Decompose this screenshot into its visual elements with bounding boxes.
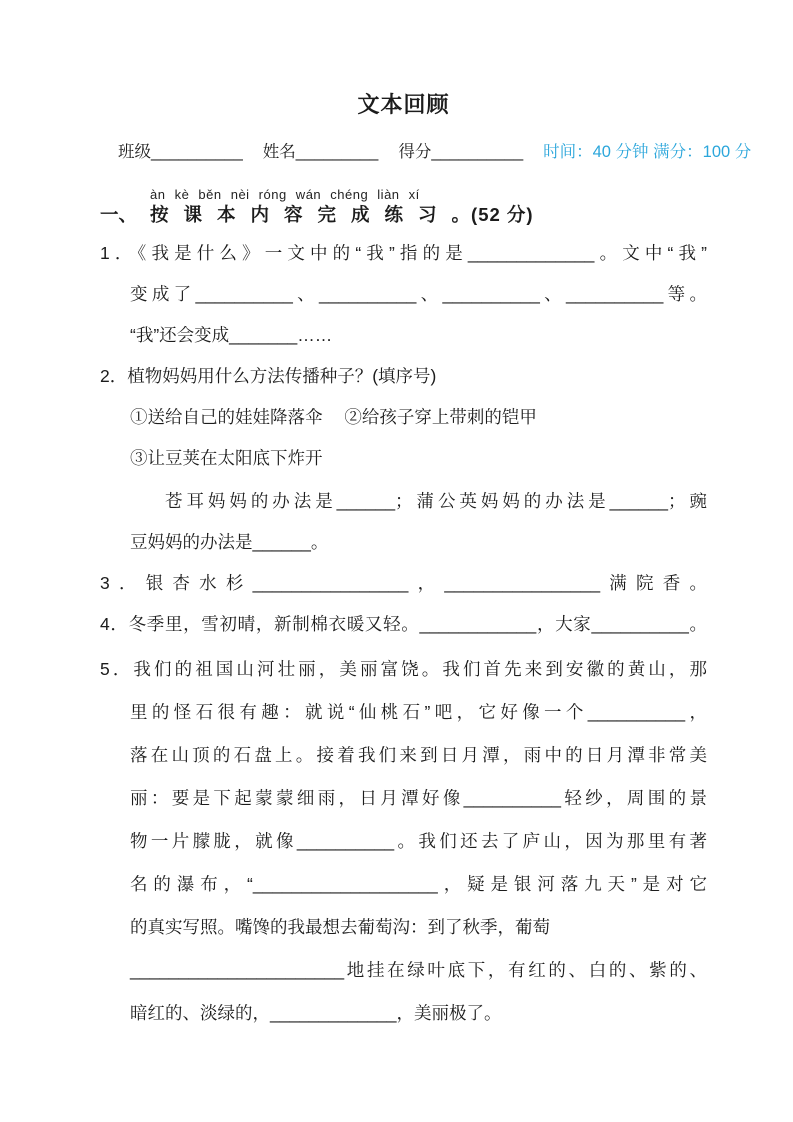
question-1	[100, 233, 707, 356]
question-5-line-8: ______________________地挂在绿叶底下，有红的、白的、紫的、	[130, 960, 707, 980]
question-2-answers	[100, 481, 707, 563]
page-title: 文本回顾	[357, 92, 450, 117]
question-5-line-1: 5．我们的祖国山河壮丽，美丽富饶。我们首先来到安徽的黄山，那	[100, 659, 707, 679]
question-1-line-2: 变成了__________、__________、__________、__________等。	[130, 284, 707, 304]
section-pinyin: àn kè běn nèi róng wán chéng liàn xí	[150, 187, 420, 202]
page-content	[100, 90, 752, 1035]
question-3-line: 3．银杏水杉________________，________________满院香。	[100, 573, 707, 593]
question-5	[100, 648, 707, 1035]
section-score: 。(52 分)	[451, 204, 534, 225]
question-2-answer-line-1: 苍耳妈妈的办法是______；蒲公英妈妈的办法是______；豌	[165, 491, 707, 511]
question-1-line-1: 1．《我是什么》一文中的“我”指的是_____________。文中“我”	[100, 243, 707, 263]
question-2-prompt: 2．植物妈妈用什么方法传播种子？(填序号)	[100, 366, 437, 386]
section-number: 一、	[100, 204, 138, 225]
class-field: 班级__________	[118, 143, 243, 161]
question-5-line-2: 里的怪石很有趣：就说“仙桃石”吧，它好像一个__________，	[130, 702, 707, 722]
question-5-line-7: 的真实写照。嘴馋的我最想去葡萄沟：到了秋季，葡萄	[130, 917, 550, 937]
question-4-line: 4．冬季里，雪初晴，新制棉衣暖又轻。____________，大家__________。	[100, 614, 707, 634]
question-5-line-5: 物一片朦胧，就像__________。我们还去了庐山，因为那里有著	[130, 831, 707, 851]
question-5-line-3: 落在山顶的石盘上。接着我们来到日月潭，雨中的日月潭非常美	[130, 745, 707, 765]
name-field: 姓名_________	[262, 143, 379, 161]
question-2-option-1-2: ①送给自己的娃娃降落伞 ②给孩子穿上带刺的铠甲	[130, 407, 537, 427]
question-5-line-4: 丽：要是下起蒙蒙细雨，日月潭好像__________轻纱，周围的景	[130, 788, 707, 808]
question-1-line-3: “我”还会变成_______……	[130, 325, 333, 345]
section-one-heading	[100, 203, 707, 227]
score-field: 得分__________	[398, 143, 524, 161]
student-info-row	[118, 142, 752, 163]
section-heading-text: 按课本内容完成练习	[150, 204, 452, 225]
question-2	[100, 356, 707, 563]
question-5-line-6: 名的瀑布，“___________________，疑是银河落九天”是对它	[130, 874, 707, 894]
question-2-option-3: ③让豆荚在太阳底下炸开	[130, 448, 323, 468]
question-2-answer-line-2: 豆妈妈的办法是______。	[130, 532, 329, 552]
question-5-line-9: 暗红的、淡绿的，_____________，美丽极了。	[130, 1003, 502, 1023]
exam-time-score-info: 时间：40 分钟 满分：100 分	[543, 143, 752, 161]
